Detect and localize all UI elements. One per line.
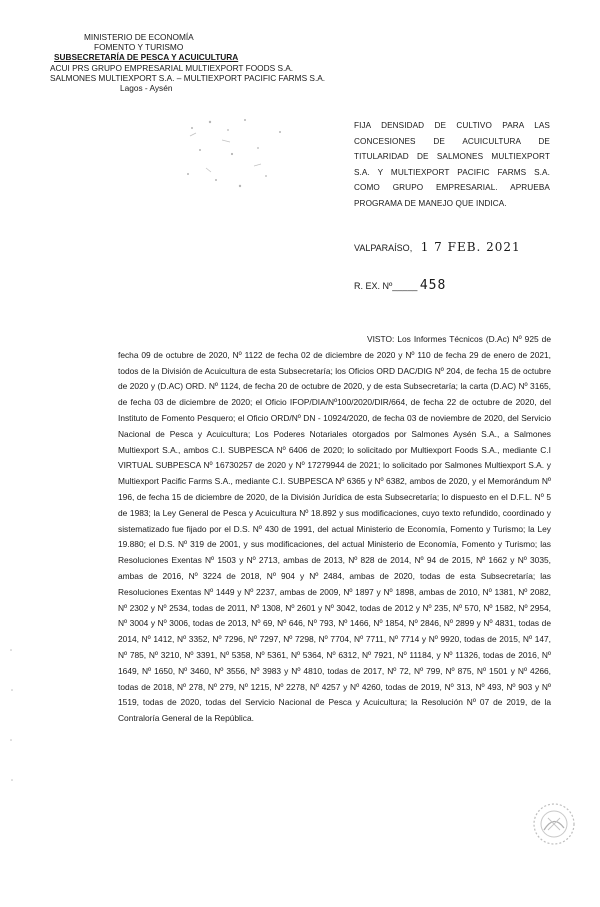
- subsecretaria-name: SUBSECRETARÍA DE PESCA Y ACUICULTURA: [54, 52, 239, 63]
- ministry-name: MINISTERIO DE ECONOMÍA: [84, 32, 194, 42]
- resolution-label: R. EX. Nº: [354, 281, 393, 291]
- ministry-subname: FOMENTO Y TURISMO: [94, 42, 184, 53]
- resolution-underline: _____: [392, 281, 418, 291]
- visto-paragraph: VISTO: Los Informes Técnicos (D.Ac) Nº 925 de fecha 09 de octubre de 2020, Nº 1122 de fecha 02 de diciembre de 2020 y Nº 110 de fecha 29 de enero de 2021, todos de la División de Acuicultura de esta Subsecretaría; los Oficios ORD DAC/DIG Nº 204, de fecha 15 de octubre de 2020 y (D.AC) ORD. Nº 1124, de fecha 20 de octubre de 2020, y de esta Subsecretaría; la carta (D.AC) Nº 3165, de fecha 03 de diciembre de 2020; el Oficio IFOP/DIA/Nº100/2020/DIR/664, de fecha 22 de octubre de 2020, del Instituto de Fomento Pesquero; el Oficio ORD/Nº DN - 10924/2020, de fecha 03 de noviembre de 2020, del Servicio Nacional de Pesca y Acuicultura; Los Poderes Notariales otorgados por Salmones Aysén S.A., a Salmones Multiexport S.A., ambos C.I. SUBPESCA Nº 6406 de 2020; lo solicitado por Multiexport Foods S.A., mediante C.I VIRTUAL SUBPESCA Nº 16730257 de 2020 y Nº 17279944 de 2021; lo solicitado por Salmones Multiexport S.A. y Multiexport Pacific Farms S.A., mediante C.I. SUBPESCA Nº 6365 y Nº 6382, ambos de 2020, y el Memorándum Nº 196, de fecha 15 de diciembre de 2020, de la División Jurídica de esta Subsecretaría; lo dispuesto en el D.F.L. Nº 5 de 1983; la Ley General de Pesca y Acuicultura Nº 18.892 y sus modificaciones, cuyo texto refundido, coordinado y sistematizado fue fijado por el D.S. Nº 430 de 1991, del actual Ministerio de Economía, Fomento y Turismo; la Ley 19.880; el D.S. Nº 319 de 2001, y sus modificaciones, del actual Ministerio de Economía, Fomento y Turismo; las Resoluciones Exentas Nº 1503 y Nº 2713, ambas de 2013, Nº 828 de 2014, Nº 94 de 2015, Nº 1662 y Nº 3035, ambas de 2016, Nº 3224 de 2018, Nº 904 y Nº 2484, ambas de 2020, todas de esta Subsecretaría; las Resoluciones Exentas Nº 1449 y Nº 2237, ambas de 2009, Nº 1897 y Nº 1898, ambas de 2010, Nº 1381, Nº 2082, Nº 2302 y Nº 2534, todas de 2011, Nº 1308, Nº 2601 y Nº 3042, todas de 2012 y Nº 235, Nº 570, Nº 1582, Nº 2954, Nº 3004 y Nº 3006, todas de 2013, Nº 69, Nº 646, Nº 793, Nº 1466, Nº 1854, Nº 2846, Nº 2899 y Nº 4831, todas de 2014, Nº 1412, Nº 3352, Nº 7296, Nº 7297, Nº 7298, Nº 7704, Nº 7711, Nº 7714 y Nº 9920, todas de 2015, Nº 147, Nº 785, Nº 3210, Nº 3391, Nº 5358, Nº 5361, Nº 5364, Nº 6312, Nº 7921, Nº 11184, y Nº 11326, todas de 2016, Nº 1649, Nº 1650, Nº 3460, Nº 3556, Nº 3983 y Nº 4810, todas de 2017, Nº 72, Nº 799, Nº 875, Nº 1501 y Nº 4266, todas de 2018, Nº 278, Nº 279, Nº 1215, Nº 2278, Nº 4257 y Nº 4260, todas de 2019, Nº 313, Nº 493, Nº 903 y Nº 1519, todas de 2020, todas del Servicio Nacional de Pesca y Acuicultura; la Resolución Nº 07 de 2019, de la Contraloría General de la República.: [118, 334, 551, 724]
- date-stamp: 1 7 FEB. 2021: [420, 240, 521, 254]
- reference-line-2: SALMONES MULTIEXPORT S.A. – MULTIEXPORT PACIFIC FARMS S.A.: [50, 72, 326, 83]
- resolution-number: 458: [419, 278, 447, 293]
- letterhead: [50, 32, 325, 93]
- seal-stamp: [530, 800, 578, 848]
- place-date-line: [354, 240, 521, 254]
- place-label: VALPARAÍSO,: [354, 243, 413, 253]
- region-line: Lagos - Aysén: [120, 83, 173, 94]
- margin-scan-dots: [8, 640, 16, 790]
- reference-line-1: ACUI PRS GRUPO EMPRESARIAL MULTIEXPORT FOODS S.A.: [50, 62, 294, 73]
- faded-stamp-mark: [170, 110, 300, 200]
- resolution-number-line: [354, 278, 446, 293]
- resolution-title: FIJA DENSIDAD DE CULTIVO PARA LAS CONCESIONES DE ACUICULTURA DE TITULARIDAD DE SALMONES MULTIEXPORT S.A. Y MULTIEXPORT PACIFIC FARMS S.A. COMO GRUPO EMPRESARIAL. APRUEBA PROGRAMA DE MANEJO QUE INDICA.: [354, 121, 550, 208]
